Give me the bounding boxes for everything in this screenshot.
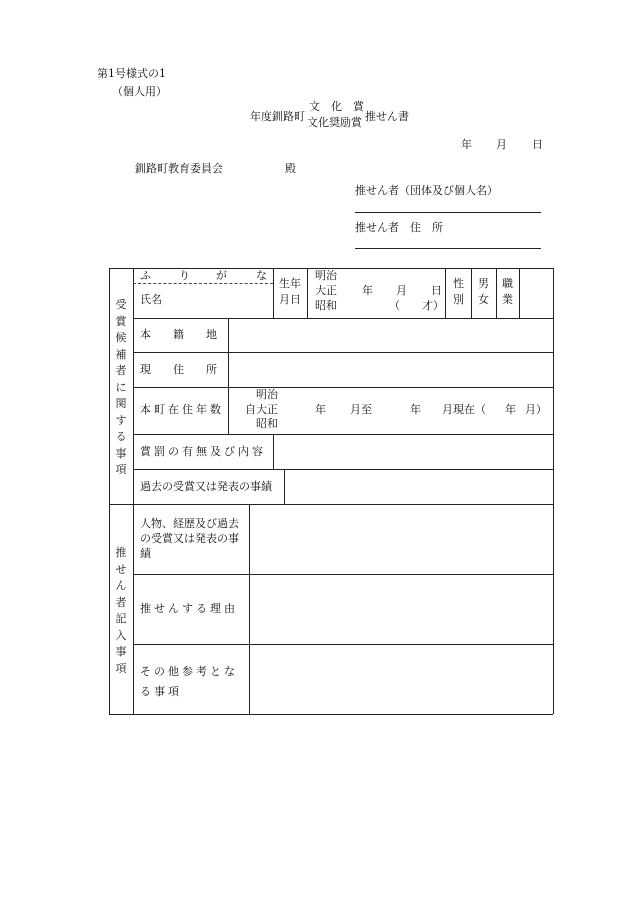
- section2-label: 推せん者記入事項: [115, 546, 127, 675]
- date-day: 日: [532, 138, 543, 151]
- occupation-field[interactable]: [521, 270, 551, 316]
- res-era-taisho: 大正: [256, 403, 278, 416]
- age-unit: 才）: [422, 299, 444, 312]
- furigana-ga: が: [216, 269, 227, 282]
- era-meiji: 明治: [315, 269, 337, 282]
- addressee-honorific: 殿: [285, 162, 296, 175]
- occupation-label-1: 職: [502, 277, 513, 290]
- title-prefix: 年度釧路町: [250, 110, 305, 123]
- birth-day: 日: [431, 284, 442, 297]
- recommender-name-line[interactable]: [355, 212, 541, 213]
- other-label: その他参考となる事項: [140, 665, 238, 698]
- address-label: 現 住 所: [140, 363, 217, 376]
- recommender-address-label: 推せん者 住 所: [355, 221, 443, 234]
- award-culture: 文 化 賞: [309, 100, 364, 113]
- reason-field[interactable]: [251, 576, 551, 642]
- age-open: （: [389, 299, 400, 312]
- birth-label-1: 生年: [279, 277, 301, 290]
- sex-male[interactable]: 男: [478, 277, 489, 290]
- furigana-ri: り: [179, 269, 190, 282]
- career-label: 人物、経歴及び過去の受賞又は発表の事績: [140, 517, 239, 560]
- res-era-meiji: 明治: [256, 388, 278, 401]
- domicile-field[interactable]: [230, 320, 551, 350]
- reason-label: 推せんする理由: [140, 602, 238, 615]
- furigana-na: な: [256, 269, 267, 282]
- past-awards-field[interactable]: [286, 471, 551, 502]
- name-label: 氏名: [140, 293, 162, 306]
- era-showa: 昭和: [315, 299, 337, 312]
- occupation-label-2: 業: [502, 293, 513, 306]
- date-month: 月: [496, 138, 507, 151]
- form-type: （個人用）: [112, 85, 167, 98]
- name-field[interactable]: [135, 285, 271, 316]
- res-era-showa: 昭和: [256, 417, 278, 430]
- career-field[interactable]: [251, 506, 551, 572]
- address-field[interactable]: [230, 354, 551, 385]
- furigana-fu: ふ: [140, 269, 151, 282]
- birth-year: 年: [362, 284, 373, 297]
- birth-month: 月: [396, 284, 407, 297]
- past-awards-label: 過去の受賞又は発表の事績: [140, 480, 272, 493]
- residence-years-label: 本町在住年数: [140, 403, 224, 416]
- recommender-name-label: 推せん者（団体及び個人名）: [355, 184, 498, 197]
- title-suffix: 推せん書: [365, 110, 409, 123]
- res-years: 年: [505, 403, 516, 416]
- recommender-address-line[interactable]: [355, 248, 541, 249]
- form-number: 第1号様式の1: [97, 67, 166, 80]
- award-encouragement: 文化奨励賞: [307, 116, 362, 129]
- res-month1: 月至: [350, 403, 372, 416]
- res-month2: 月現在（: [442, 403, 486, 416]
- reward-punishment-label: 賞罰の有無及び内容: [140, 445, 266, 458]
- res-months: 月）: [525, 403, 547, 416]
- section1-label: 受賞候補者に関する事項: [115, 298, 127, 476]
- date-year: 年: [461, 138, 472, 151]
- domicile-label: 本 籍 地: [140, 328, 217, 341]
- sex-label-2: 別: [453, 293, 464, 306]
- addressee-name: 釧路町教育委員会: [135, 162, 223, 175]
- reward-punishment-field[interactable]: [275, 436, 551, 467]
- era-taisho: 大正: [315, 284, 337, 297]
- sex-female[interactable]: 女: [478, 293, 489, 306]
- sex-label-1: 性: [453, 277, 464, 290]
- res-from: 自: [245, 403, 256, 416]
- birth-label-2: 月日: [279, 293, 301, 306]
- other-field[interactable]: [251, 646, 551, 712]
- res-year2: 年: [410, 403, 421, 416]
- res-year1: 年: [315, 403, 326, 416]
